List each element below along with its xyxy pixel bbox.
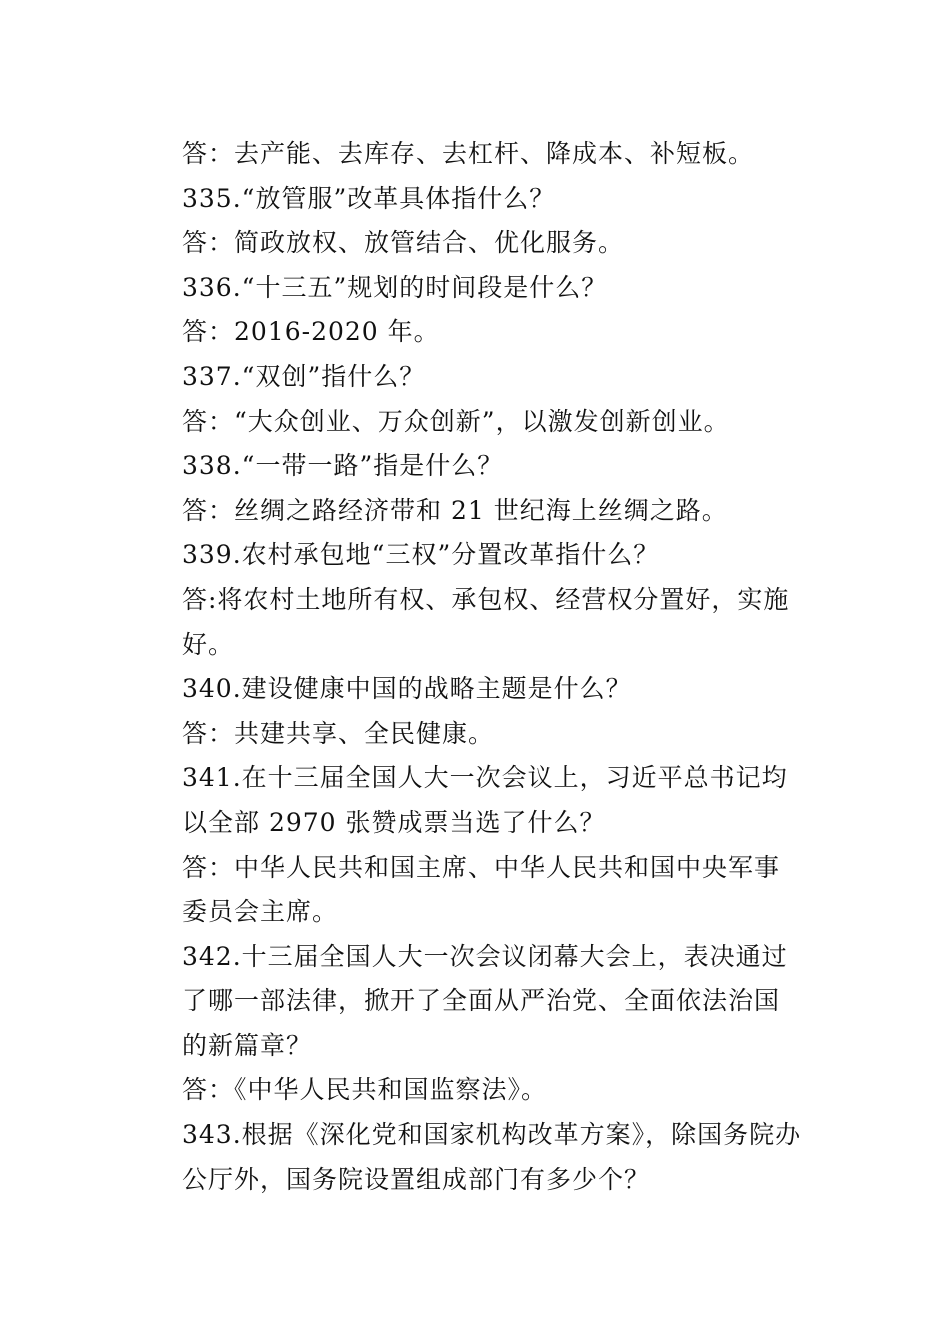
question-342: 342.十三届全国人大一次会议闭幕大会上，表决通过: [182, 941, 788, 971]
answer-339-cont: 好。: [182, 629, 235, 659]
answer-337: 答：“大众创业、万众创新”，以激发创新创业。: [182, 406, 730, 436]
answer-338: 答：丝绸之路经济带和 21 世纪海上丝绸之路。: [182, 495, 728, 525]
answer-339: 答:将农村土地所有权、承包权、经营权分置好，实施: [182, 584, 790, 614]
answer-342: 答：《中华人民共和国监察法》。: [182, 1075, 548, 1105]
question-336: 336.“十三五”规划的时间段是什么？: [182, 272, 608, 302]
answer-line: 答：去产能、去库存、去杠杆、降成本、补短板。: [182, 139, 755, 168]
question-342-cont: 了哪一部法律，掀开了全面从严治党、全面依法治国: [182, 986, 781, 1016]
answer-336: 答：2016-2020 年。: [182, 317, 440, 347]
question-343: 343.根据《深化党和国家机构改革方案》，除国务院办: [182, 1120, 802, 1150]
answer-341: 答：中华人民共和国主席、中华人民共和国中央军事: [182, 852, 781, 882]
question-338: 338.“一带一路”指是什么？: [182, 451, 504, 481]
document-body: [182, 132, 802, 1202]
question-342-cont-2: 的新篇章？: [182, 1030, 313, 1060]
question-335: 335.“放管服”改革具体指什么？: [182, 183, 556, 213]
question-340: 340.建设健康中国的战略主题是什么？: [182, 674, 632, 704]
question-341-cont: 以全部 2970 张赞成票当选了什么？: [182, 807, 606, 837]
question-343-cont: 公厅外，国务院设置组成部门有多少个？: [182, 1164, 651, 1194]
answer-340: 答：共建共享、全民健康。: [182, 718, 495, 748]
question-341: 341.在十三届全国人大一次会议上，习近平总书记均: [182, 763, 788, 793]
answer-341-cont: 委员会主席。: [182, 897, 339, 927]
question-337: 337.“双创”指什么？: [182, 361, 426, 391]
question-339: 339.农村承包地“三权”分置改革指什么？: [182, 540, 660, 570]
answer-335: 答：简政放权、放管结合、优化服务。: [182, 228, 625, 258]
